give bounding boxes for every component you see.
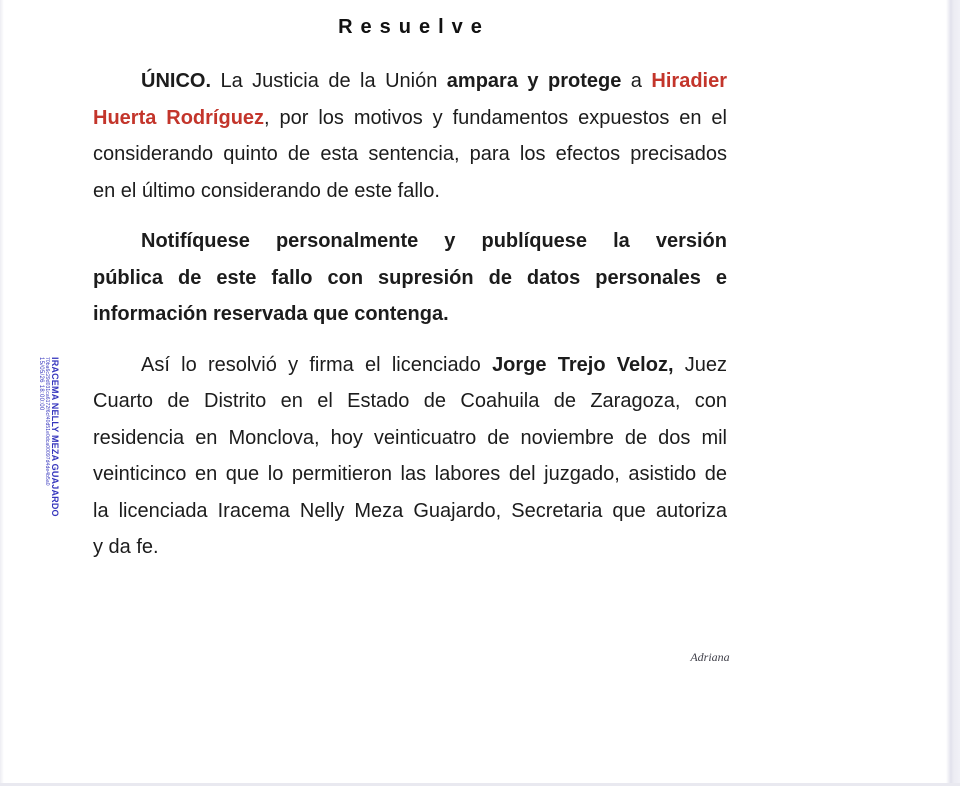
text-line: y da fe. [93, 536, 159, 558]
text-line: información reservada que contenga. [93, 303, 449, 325]
protected-person-name-part2: Huerta Rodríguez [93, 106, 265, 129]
text-run: Así lo resolvió y firma el licenciado [141, 353, 493, 376]
paragraph-unico [93, 63, 727, 209]
text-line [93, 63, 727, 100]
text-line: veinticinco en que lo permitieron las labores del juzgado, asistido de [93, 463, 727, 485]
signatory-name: IRACEMA NELLY MEZA GUAJARDO [50, 357, 60, 517]
signature-hash: 70ba6c29d031ca6172f6cf40d51e0dca00097d4de4b5a0 [44, 357, 50, 486]
text-run: La Justicia de la Unión [211, 70, 447, 92]
signature-timestamp: 15/05/26 18:00:00 [38, 357, 44, 411]
paragraph-firma [93, 347, 727, 566]
text-line: Notifíquese personalmente y publíquese la versión [141, 230, 727, 252]
text-line: la licenciada Iracema Nelly Meza Guajardo, Secretaria que autoriza [93, 499, 727, 522]
text-line: considerando quinto de esta sentencia, para los efectos precisados [93, 143, 727, 165]
unico-keyword: ÚNICO. [141, 70, 211, 92]
judge-name: Jorge Trejo Veloz, [492, 353, 674, 376]
text-line: pública de este fallo con supresión de datos personales e [93, 266, 727, 289]
text-line: residencia en Monclova, hoy veinticuatro de noviembre de dos mil [93, 426, 727, 449]
text-run: a [621, 70, 652, 92]
document-title: Resuelve [338, 16, 490, 38]
paragraph-notifiquese [93, 223, 727, 333]
margin-annotation: Adriana [690, 650, 730, 664]
protected-person-name-part1: Hiradier [651, 70, 727, 92]
text-line [93, 347, 727, 384]
text-line: en el último considerando de este fallo. [93, 179, 440, 202]
document-body [93, 63, 727, 580]
text-run: , por los motivos y fundamentos expuestos en el [264, 106, 727, 129]
text-line: Cuarto de Distrito en el Estado de Coahuila de Zaragoza, con [93, 390, 727, 412]
ampara-protege-bold: ampara y protege [446, 70, 622, 92]
text-run: Juez [673, 353, 727, 376]
text-line [93, 100, 727, 137]
page-edge-left [0, 0, 4, 786]
digital-signature-stamp [37, 357, 60, 539]
page-edge-right [946, 0, 960, 786]
